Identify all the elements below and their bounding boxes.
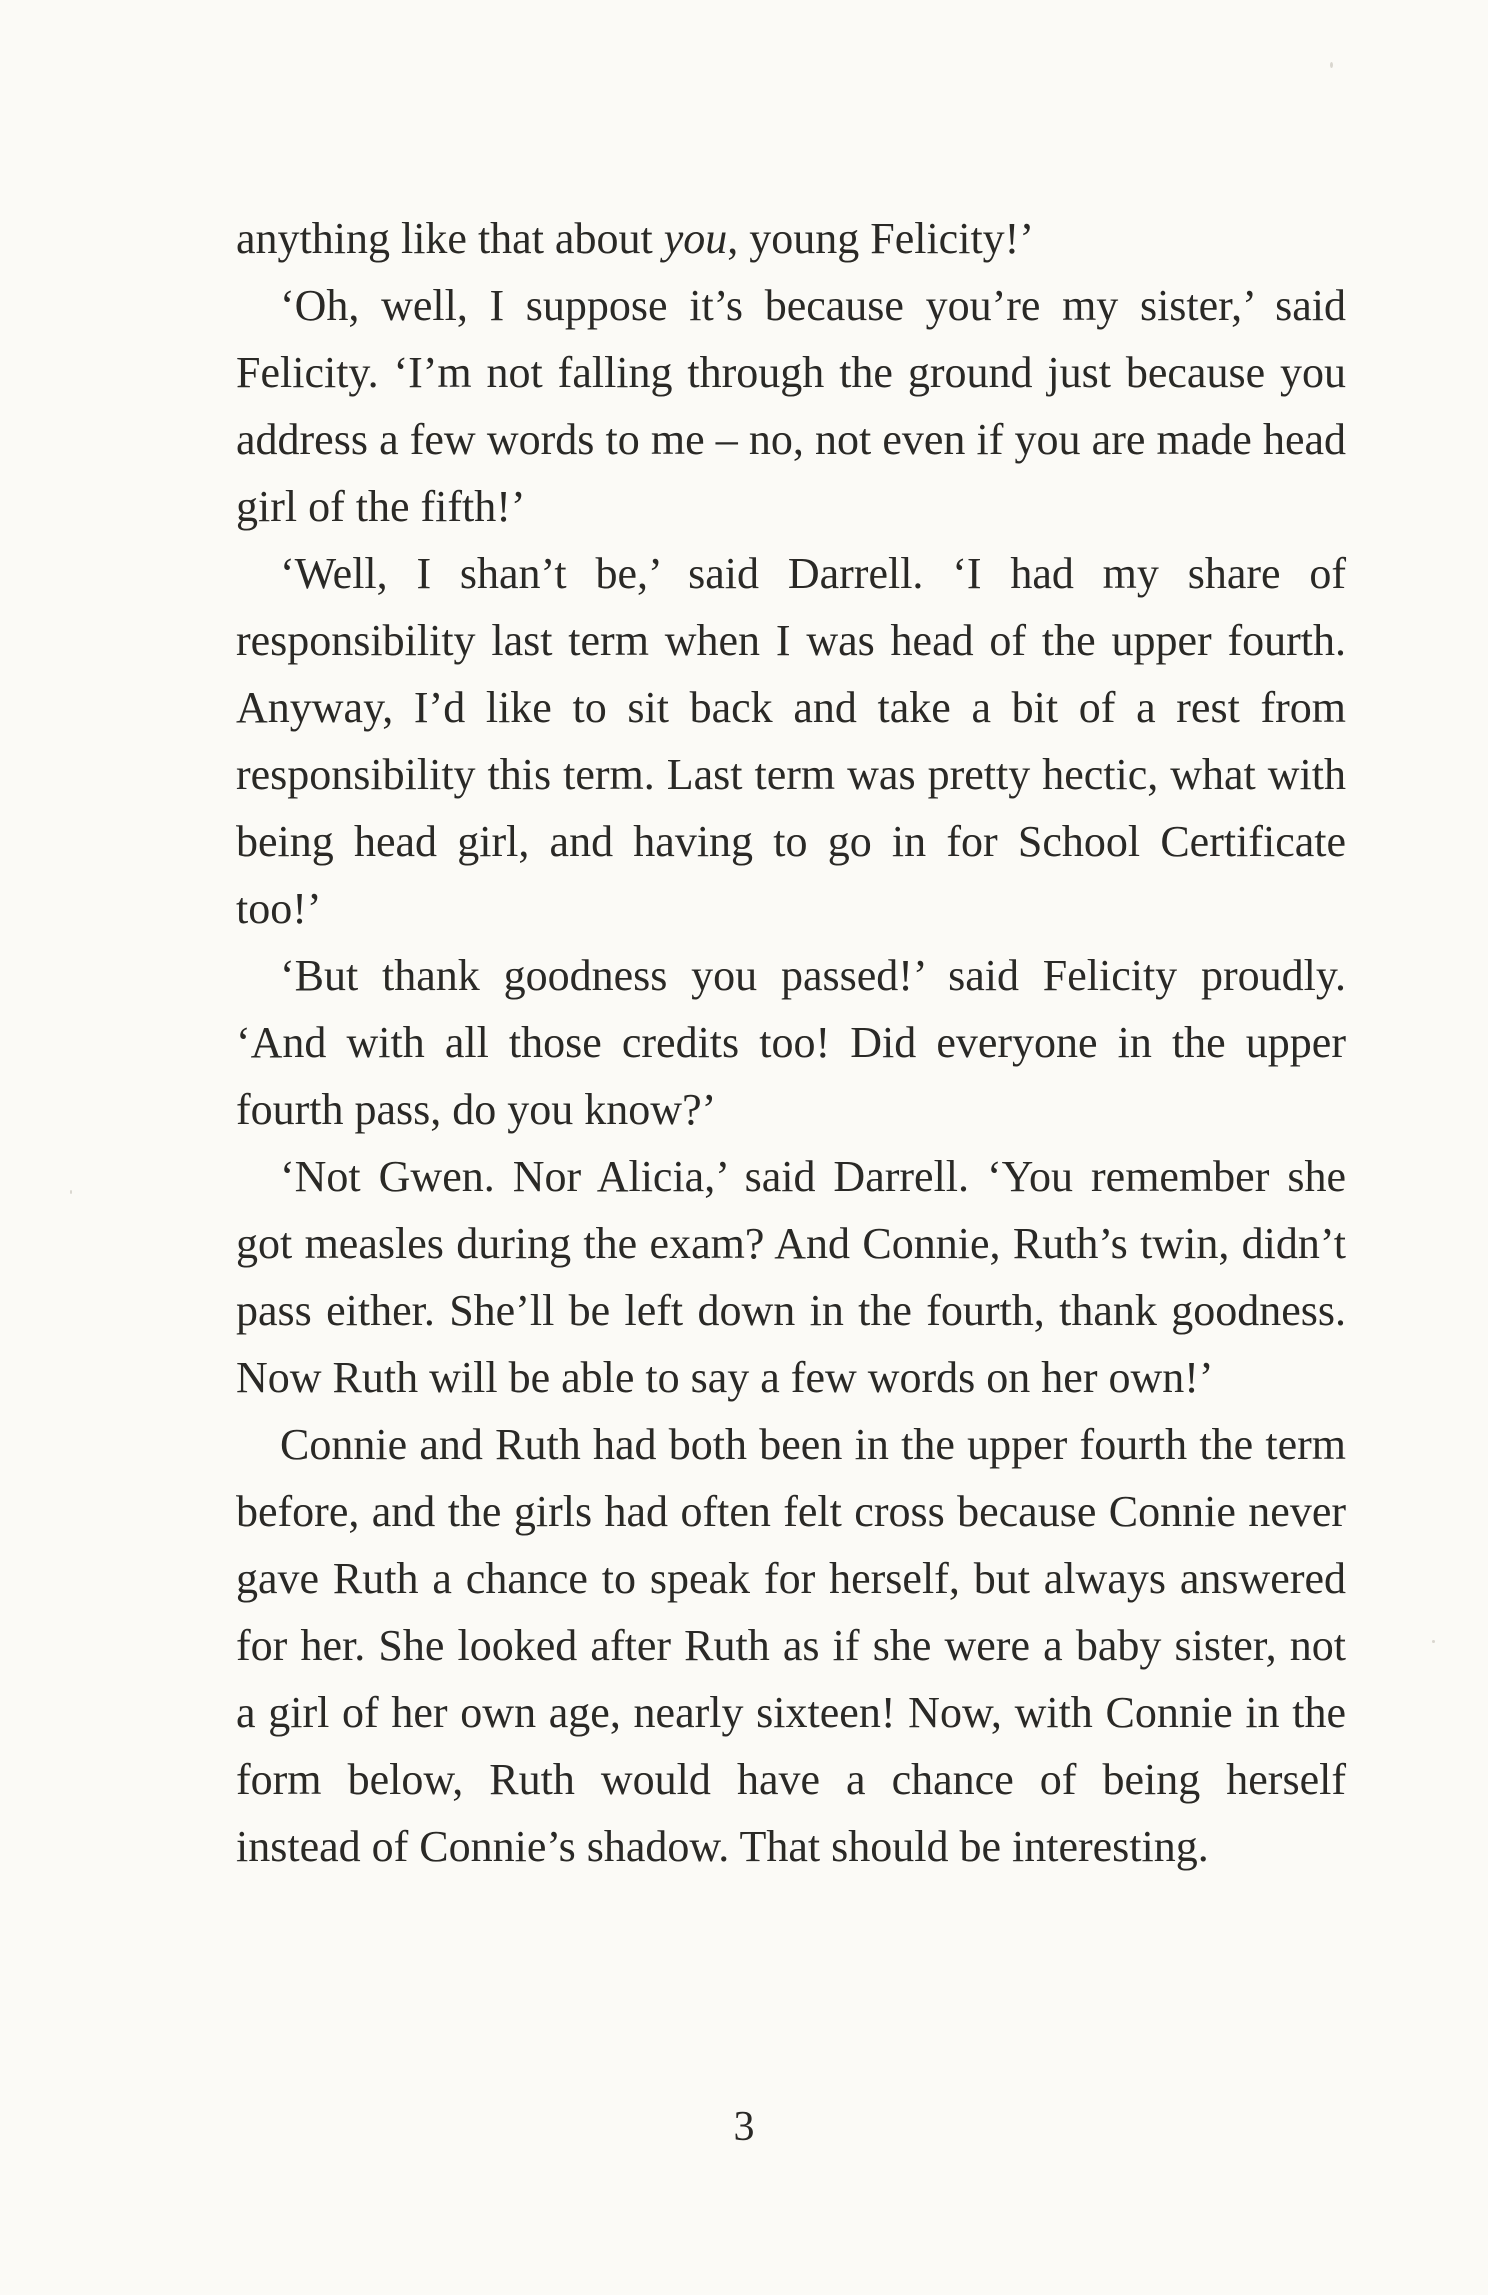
paragraph-continued: anything like that about you, young Felicity!’ — [236, 214, 1034, 263]
emphasis-you: you — [663, 214, 728, 263]
paper-speck — [1432, 1640, 1435, 1643]
paragraph: ‘Oh, well, I suppose it’s because you’re my sister,’ said Felicity. ‘I’m not falling through the ground just because you address a few words to me – no, not even if you are made head girl of the fifth!’ — [236, 281, 1346, 531]
paper-speck — [1330, 62, 1333, 68]
paper-speck — [70, 1190, 72, 1194]
paragraph: Connie and Ruth had both been in the upper fourth the term before, and the girls had often felt cross because Connie never gave Ruth a chance to speak for herself, but always answered for her. She looked after Ruth as if she were a baby sister, not a girl of her own age, nearly sixteen! Now, with Connie in the form below, Ruth would have a chance of being herself instead of Connie’s shadow. That should be interesting. — [236, 1420, 1346, 1871]
page-number: 3 — [733, 2104, 755, 2150]
paragraph: ‘Well, I shan’t be,’ said Darrell. ‘I had my share of responsibility last term when I was head of the upper fourth. Anyway, I’d like to sit back and take a bit of a rest from responsibility this term. Last term was pretty hectic, what with being head girl, and having to go in for School Certificate too!’ — [236, 549, 1346, 933]
paragraph: ‘But thank goodness you passed!’ said Felicity proudly. ‘And with all those credits too! Did everyone in the upper fourth pass, do you know?’ — [236, 951, 1346, 1134]
paragraph: ‘Not Gwen. Nor Alicia,’ said Darrell. ‘You remember she got measles during the exam? And Connie, Ruth’s twin, didn’t pass either. She’ll be left down in the fourth, thank goodness. Now Ruth will be able to say a few words on her own!’ — [236, 1152, 1346, 1402]
body-text — [236, 205, 1346, 1880]
